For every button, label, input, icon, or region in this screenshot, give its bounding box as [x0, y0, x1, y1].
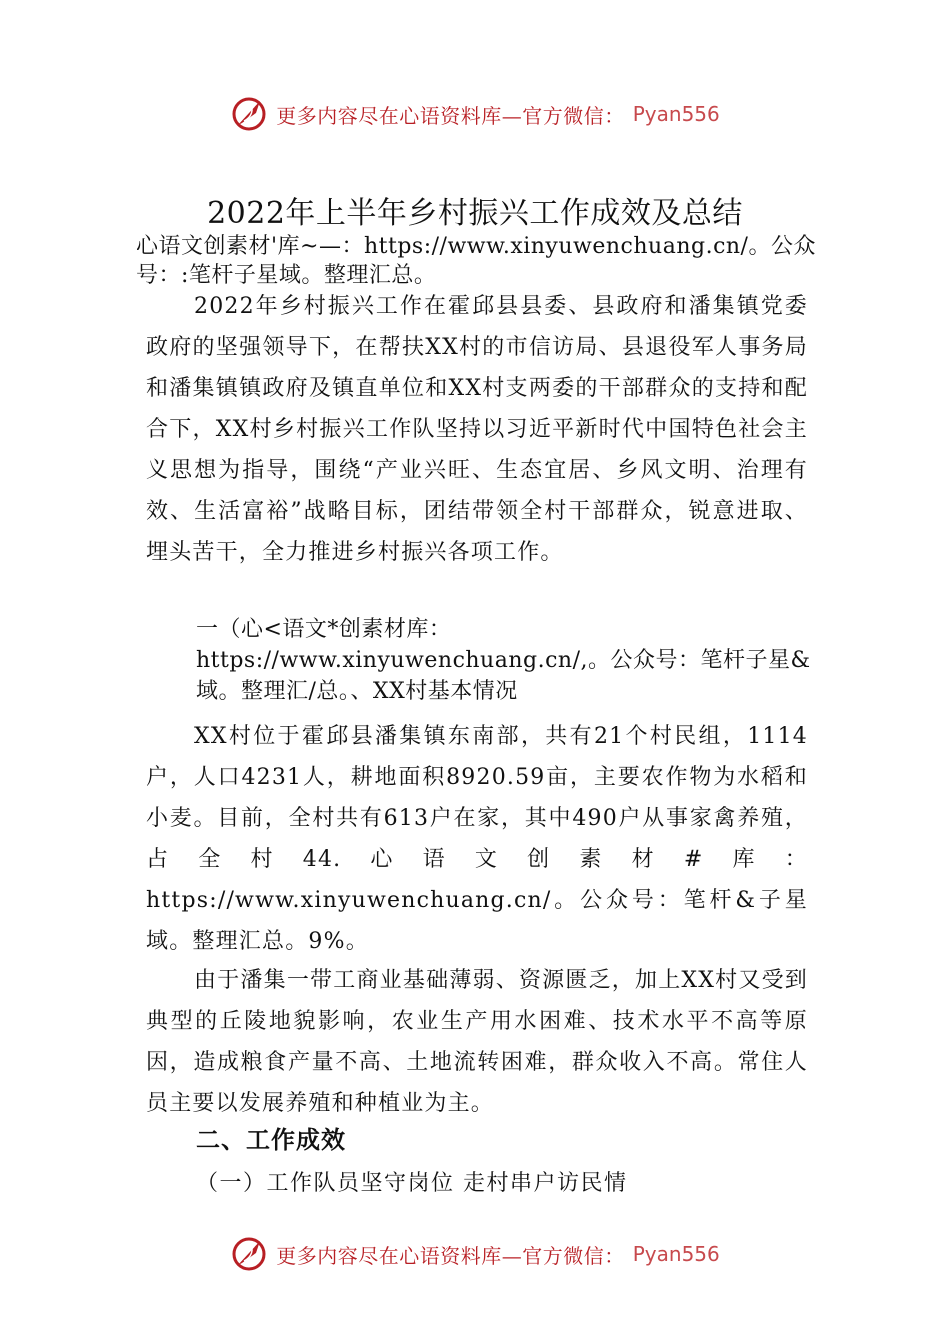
banner-text: 更多内容尽在心语资料库—官方微信：	[276, 103, 625, 128]
source-note: 心语文创素材'库~—：https://www.xinyuwenchuang.cn/。公众号：:笔杆子星域。整理汇总。	[136, 234, 816, 288]
document-title: 2022年上半年乡村振兴工作成效及总结	[207, 196, 743, 231]
section-heading-basic-info: 一（心<语文*创素材库：https://www.xinyuwenchuang.cn/,。公众号：笔杆子星&域。整理汇/总。、XX村基本情况	[196, 617, 811, 704]
quill-pen-logo-icon	[230, 95, 268, 133]
top-watermark-banner	[0, 92, 950, 136]
banner-handle: Pyan556	[632, 102, 720, 126]
bottom-watermark-banner	[0, 1232, 950, 1276]
basic-info-paragraph: XX村位于霍邱县潘集镇东南部，共有21个村民组，1114户，人口4231人，耕地面积8920.59亩，主要农作物为水稻和小麦。目前，全村共有613户在家，其中490户从事家禽养殖，占全村44.心语文创素材#库：https://www.xinyuwenchuang.cn/。公众号：笔杆&子星域。整理汇总。9%。	[146, 724, 808, 954]
section-heading-achievements: 二、工作成效	[196, 1126, 346, 1154]
subsection-heading-team: （一）工作队员坚守岗位 走村串户访民情	[196, 1171, 628, 1196]
quill-pen-logo-icon	[230, 1235, 268, 1273]
intro-paragraph: 2022年乡村振兴工作在霍邱县县委、县政府和潘集镇党委政府的坚强领导下，在帮扶XX村的市信访局、县退役军人事务局和潘集镇镇政府及镇直单位和XX村支两委的干部群众的支持和配合下，XX村乡村振兴工作队坚持以习近平新时代中国特色社会主义思想为指导，围绕“产业兴旺、生态宜居、乡风文明、治理有效、生活富裕”战略目标，团结带领全村干部群众，锐意进取、埋头苦干，全力推进乡村振兴各项工作。	[146, 294, 808, 565]
banner-handle: Pyan556	[632, 1242, 720, 1266]
background-paragraph: 由于潘集一带工商业基础薄弱、资源匮乏，加上XX村又受到典型的丘陵地貌影响，农业生产用水困难、技术水平不高等原因，造成粮食产量不高、土地流转困难，群众收入不高。常住人员主要以发展养殖和种植业为主。	[146, 968, 808, 1116]
banner-text: 更多内容尽在心语资料库—官方微信：	[276, 1243, 625, 1268]
